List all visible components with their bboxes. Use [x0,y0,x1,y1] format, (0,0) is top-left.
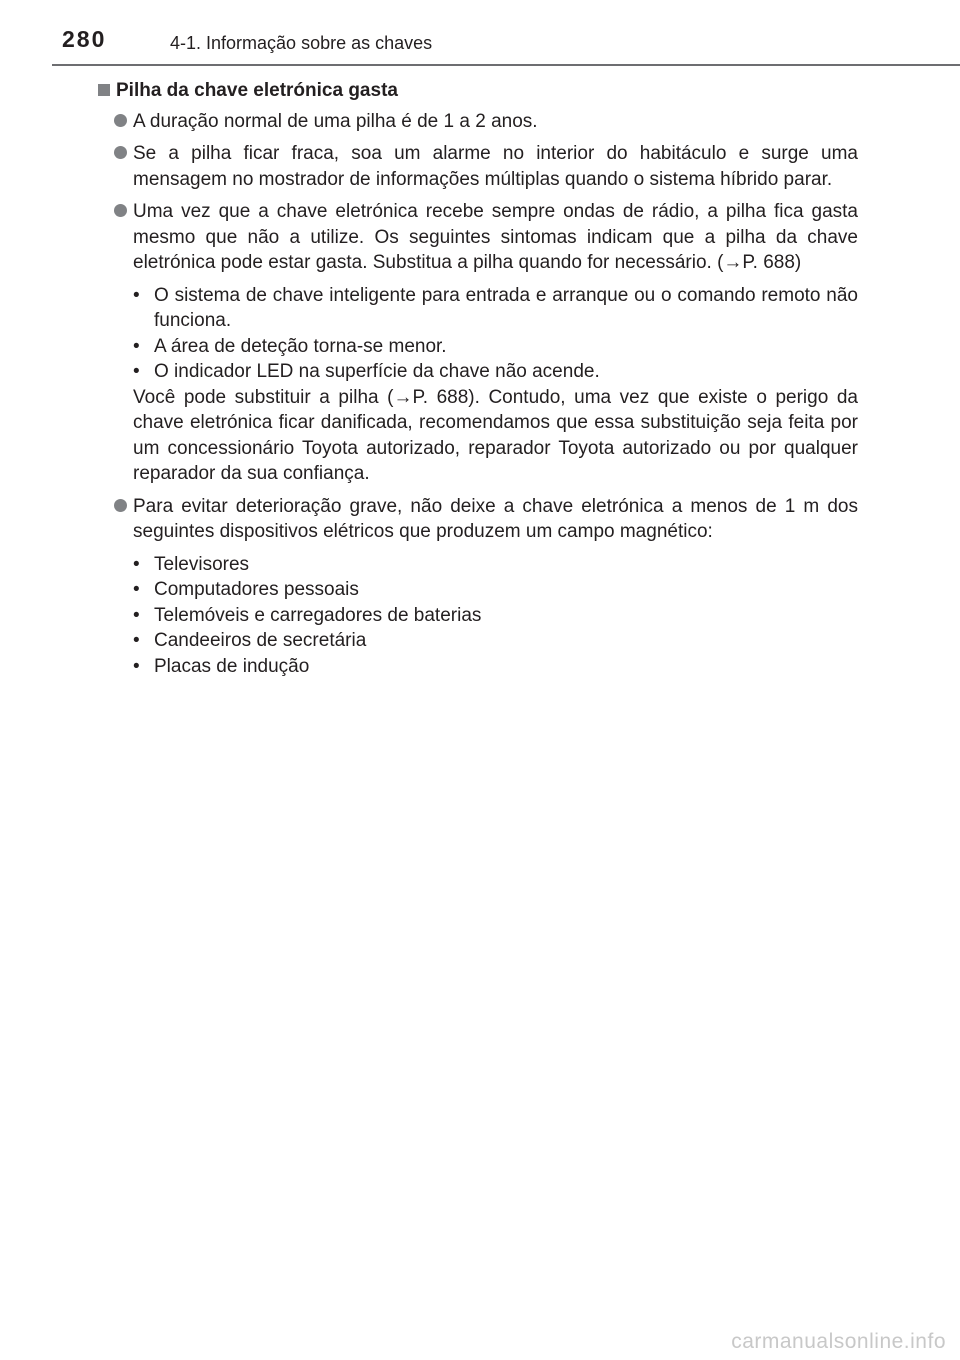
symptom-text: A área de deteção torna-se menor. [154,335,447,357]
circle-bullet-icon [114,114,127,127]
page-number: 280 [62,26,107,52]
section-heading [98,78,858,104]
symptom-text: O sistema de chave inteligente para entrada e arranque ou o comando remoto não funciona. [154,284,858,331]
bullet-dot-icon: • [133,361,140,382]
list-item [98,199,858,276]
bullet-dot-icon: • [133,579,140,600]
list-item-text: A duração normal de uma pilha é de 1 a 2 anos. [133,110,538,132]
bullet-dot-icon: • [133,604,140,626]
device-item [133,654,858,680]
device-item [133,577,858,603]
device-text: Candeeiros de secretária [154,630,367,651]
bullet-dot-icon: • [133,630,140,651]
device-item [133,603,858,629]
circle-bullet-icon [114,146,127,159]
list-item [98,494,858,545]
symptom-item [133,334,858,360]
bullet-dot-icon: • [133,284,140,306]
device-item [133,628,858,654]
symptom-item [133,283,858,334]
section-heading-text: Pilha da chave eletrónica gasta [116,80,398,101]
list-item-text: Para evitar deterioração grave, não deixe a chave eletrónica a menos de 1 m dos seguintes dispositivos elétricos que produzem um campo magnético: [133,495,858,542]
list-item [98,109,858,135]
bullet-dot-icon: • [133,655,140,677]
replacement-note: Você pode substituir a pilha (→P. 688). Contudo, uma vez que existe o perigo da chave eletrónica ficar danificada, recomendamos que essa substituição seja feita por um concessionário Toyota autorizado, reparador Toyota autorizado ou por qualquer reparador da sua confiança. [133,386,858,484]
list-item [98,141,858,192]
circle-bullet-icon [114,499,127,512]
page-content [98,78,858,686]
watermark: carmanualsonline.info [731,1330,946,1353]
square-bullet-icon [98,84,110,96]
circle-bullet-icon [114,204,127,217]
bullet-dot-icon: • [133,335,140,357]
device-text: Computadores pessoais [154,579,359,600]
symptom-text: O indicador LED na superfície da chave não acende. [154,361,600,382]
device-item [133,552,858,578]
list-item-text: Se a pilha ficar fraca, soa um alarme no interior do habitáculo e surge uma mensagem no mostrador de informações múltiplas quando o sistema híbrido parar. [133,143,858,190]
device-text: Placas de indução [154,655,310,677]
header-divider [52,64,960,66]
list-item-text: Uma vez que a chave eletrónica recebe sempre ondas de rádio, a pilha fica gasta mesmo que não a utilize. Os seguintes sintomas indicam que a pilha da chave eletrónica pode estar gasta. Substitua a pilha quando for necessário. (→P. 688) [133,201,858,273]
symptom-item [133,359,858,385]
header-section-title: 4-1. Informação sobre as chaves [170,33,433,53]
page-header [0,0,960,66]
bullet-dot-icon: • [133,553,140,575]
device-text: Televisores [154,553,250,575]
symptoms-list [133,283,858,487]
device-text: Telemóveis e carregadores de baterias [154,604,482,626]
devices-list [133,552,858,680]
